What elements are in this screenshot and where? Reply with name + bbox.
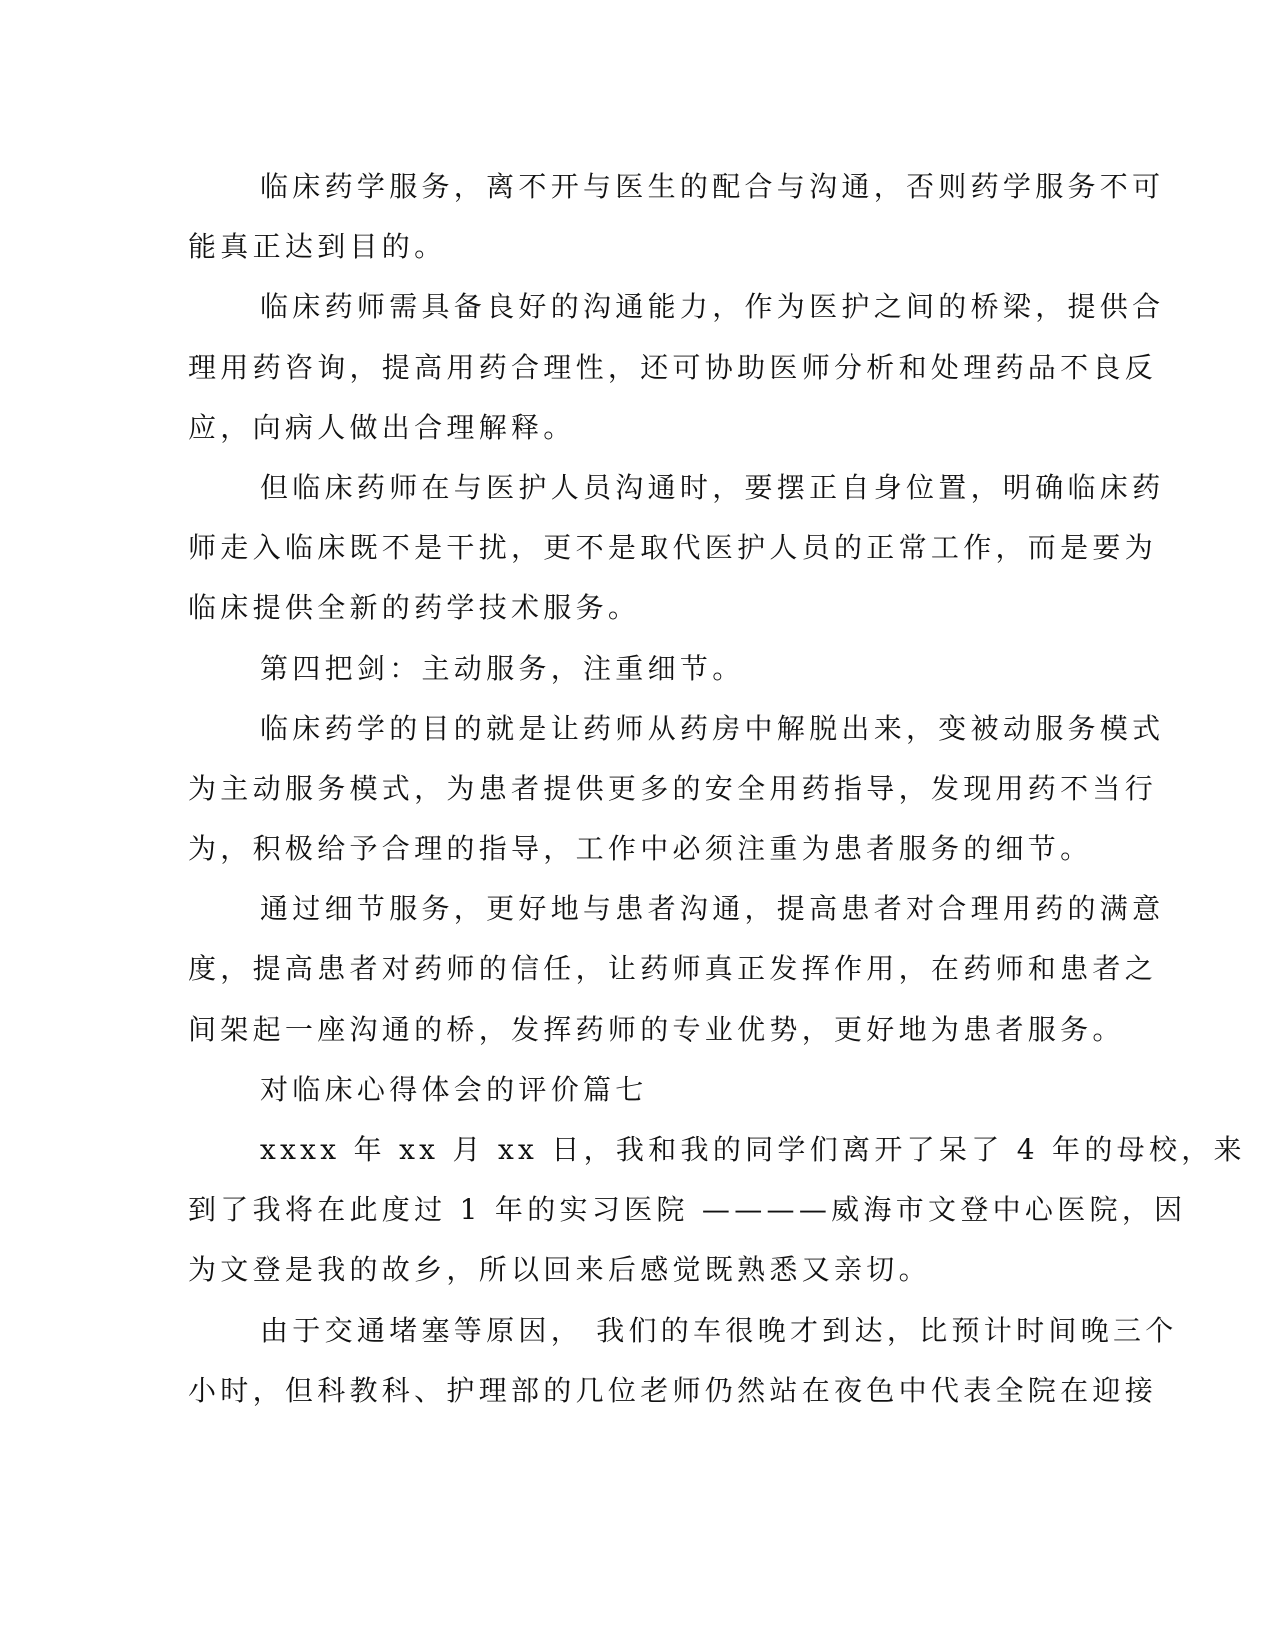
paragraph-first-line: 由于交通堵塞等原因， 我们的车很晚才到达，比预计时间晚三个 xyxy=(260,1313,1178,1347)
paragraph-first-line: xxxx 年 xx 月 xx 日，我和我的同学们离开了呆了 4 年的母校，来 xyxy=(260,1133,1246,1166)
paragraph-first-line: 临床药师需具备良好的沟通能力，作为医护之间的桥梁，提供合 xyxy=(260,290,1165,324)
paragraph-line: 临床提供全新的药学技术服务。 xyxy=(188,591,641,625)
document-body xyxy=(188,157,1246,1421)
paragraph-line: 为主动服务模式，为患者提供更多的安全用药指导，发现用药不当行 xyxy=(188,771,1158,805)
paragraph-first-line: 临床药学服务，离不开与医生的配合与沟通，否则药学服务不可 xyxy=(260,170,1165,203)
paragraph-line: 能真正达到目的。 xyxy=(188,230,447,264)
paragraph-line: 理用药咨询，提高用药合理性，还可协助医师分析和处理药品不良反 xyxy=(188,350,1158,384)
paragraph-first-line: 通过细节服务，更好地与患者沟通，提高患者对合理用药的满意 xyxy=(260,892,1165,926)
paragraph-line: 为，积极给予合理的指导，工作中必须注重为患者服务的细节。 xyxy=(188,832,1093,866)
paragraph-first-line: 对临床心得体会的评价篇七 xyxy=(260,1072,648,1106)
paragraph-first-line: 临床药学的目的就是让药师从药房中解脱出来，变被动服务模式 xyxy=(260,711,1165,745)
paragraph-line: 为文登是我的故乡，所以回来后感觉既熟悉又亲切。 xyxy=(188,1253,931,1287)
paragraph-first-line: 第四把剑：主动服务，注重细节。 xyxy=(260,651,745,685)
paragraph-line: 到了我将在此度过 1 年的实习医院 ————威海市文登中心医院，因 xyxy=(188,1193,1187,1227)
paragraph-line: 小时，但科教科、护理部的几位老师仍然站在夜色中代表全院在迎接 xyxy=(188,1373,1158,1407)
paragraph-line: 师走入临床既不是干扰，更不是取代医护人员的正常工作，而是要为 xyxy=(188,531,1158,565)
paragraph-line: 应，向病人做出合理解释。 xyxy=(188,410,576,444)
paragraph-first-line: 但临床药师在与医护人员沟通时，要摆正自身位置，明确临床药 xyxy=(260,470,1165,504)
paragraph-line: 度，提高患者对药师的信任，让药师真正发挥作用，在药师和患者之 xyxy=(188,952,1158,986)
paragraph-line: 间架起一座沟通的桥，发挥药师的专业优势，更好地为患者服务。 xyxy=(188,1012,1125,1046)
